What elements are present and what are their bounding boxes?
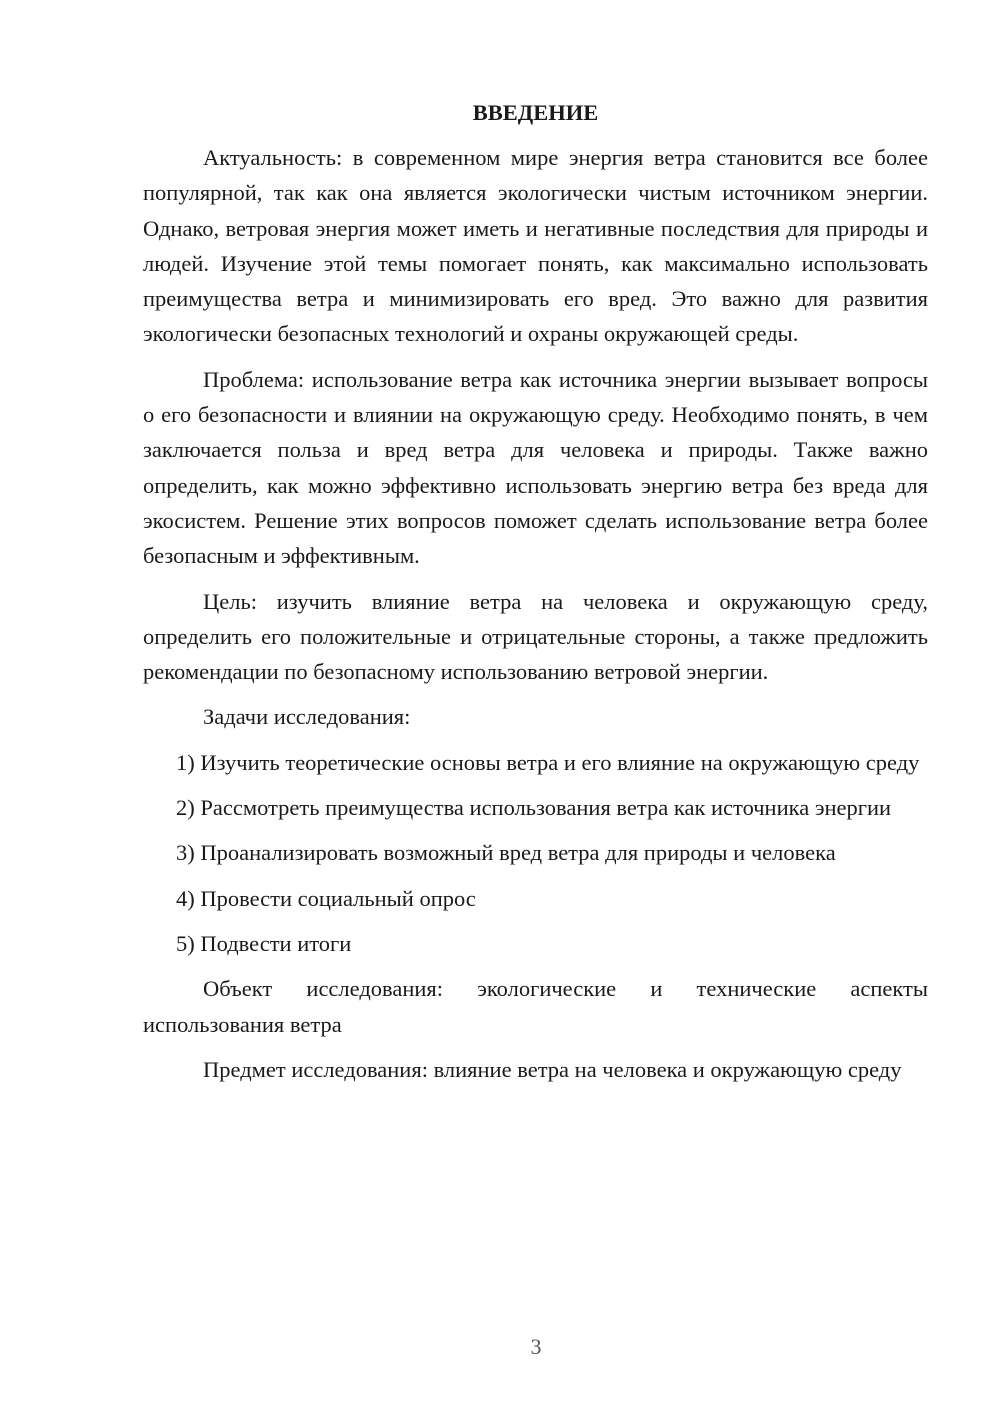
- page-content: [143, 95, 928, 1087]
- paragraph-problem: Проблема: использование ветра как источника энергии вызывает вопросы о его безопасности и влиянии на окружающую среду. Необходимо понять, в чем заключается польза и вред ветра для человека и природы. Также важно определить, как можно эффективно использовать энергию ветра без вреда для экосистем. Решение этих вопросов поможет сделать использование ветра более безопасным и эффективным.: [143, 366, 928, 569]
- tasks-heading: Задачи исследования:: [203, 704, 411, 730]
- paragraph-object: Объект исследования: экологические и технические аспекты использования ветра: [143, 976, 928, 1037]
- task-item-2: 2) Рассмотреть преимущества использования ветра как источника энергии: [176, 795, 892, 821]
- task-item-4: 4) Провести социальный опрос: [176, 885, 476, 911]
- paragraph-subject: Предмет исследования: влияние ветра на человека и окружающую среду: [203, 1056, 902, 1082]
- page-number: 3: [530, 1334, 542, 1359]
- task-item-5: 5) Подвести итоги: [176, 930, 352, 956]
- task-item-3: 3) Проанализировать возможный вред ветра для природы и человека: [176, 840, 836, 866]
- tasks-list: [143, 745, 928, 961]
- task-item-1: 1) Изучить теоретические основы ветра и его влияние на окружающую среду: [176, 749, 920, 775]
- paragraph-relevance: Актуальность: в современном мире энергия ветра становится все более популярной, так как она является экологически чистым источником энергии. Однако, ветровая энергия может иметь и негативные последствия для природы и людей. Изучение этой темы помогает понять, как максимально использовать преимущества ветра и минимизировать его вред. Это важно для развития экологически безопасных технологий и охраны окружающей среды.: [143, 145, 928, 347]
- page-title: ВВЕДЕНИЕ: [472, 100, 599, 125]
- paragraph-goal: Цель: изучить влияние ветра на человека и окружающую среду, определить его положительные и отрицательные стороны, а также предложить рекомендации по безопасному использованию ветровой энергии.: [143, 588, 928, 685]
